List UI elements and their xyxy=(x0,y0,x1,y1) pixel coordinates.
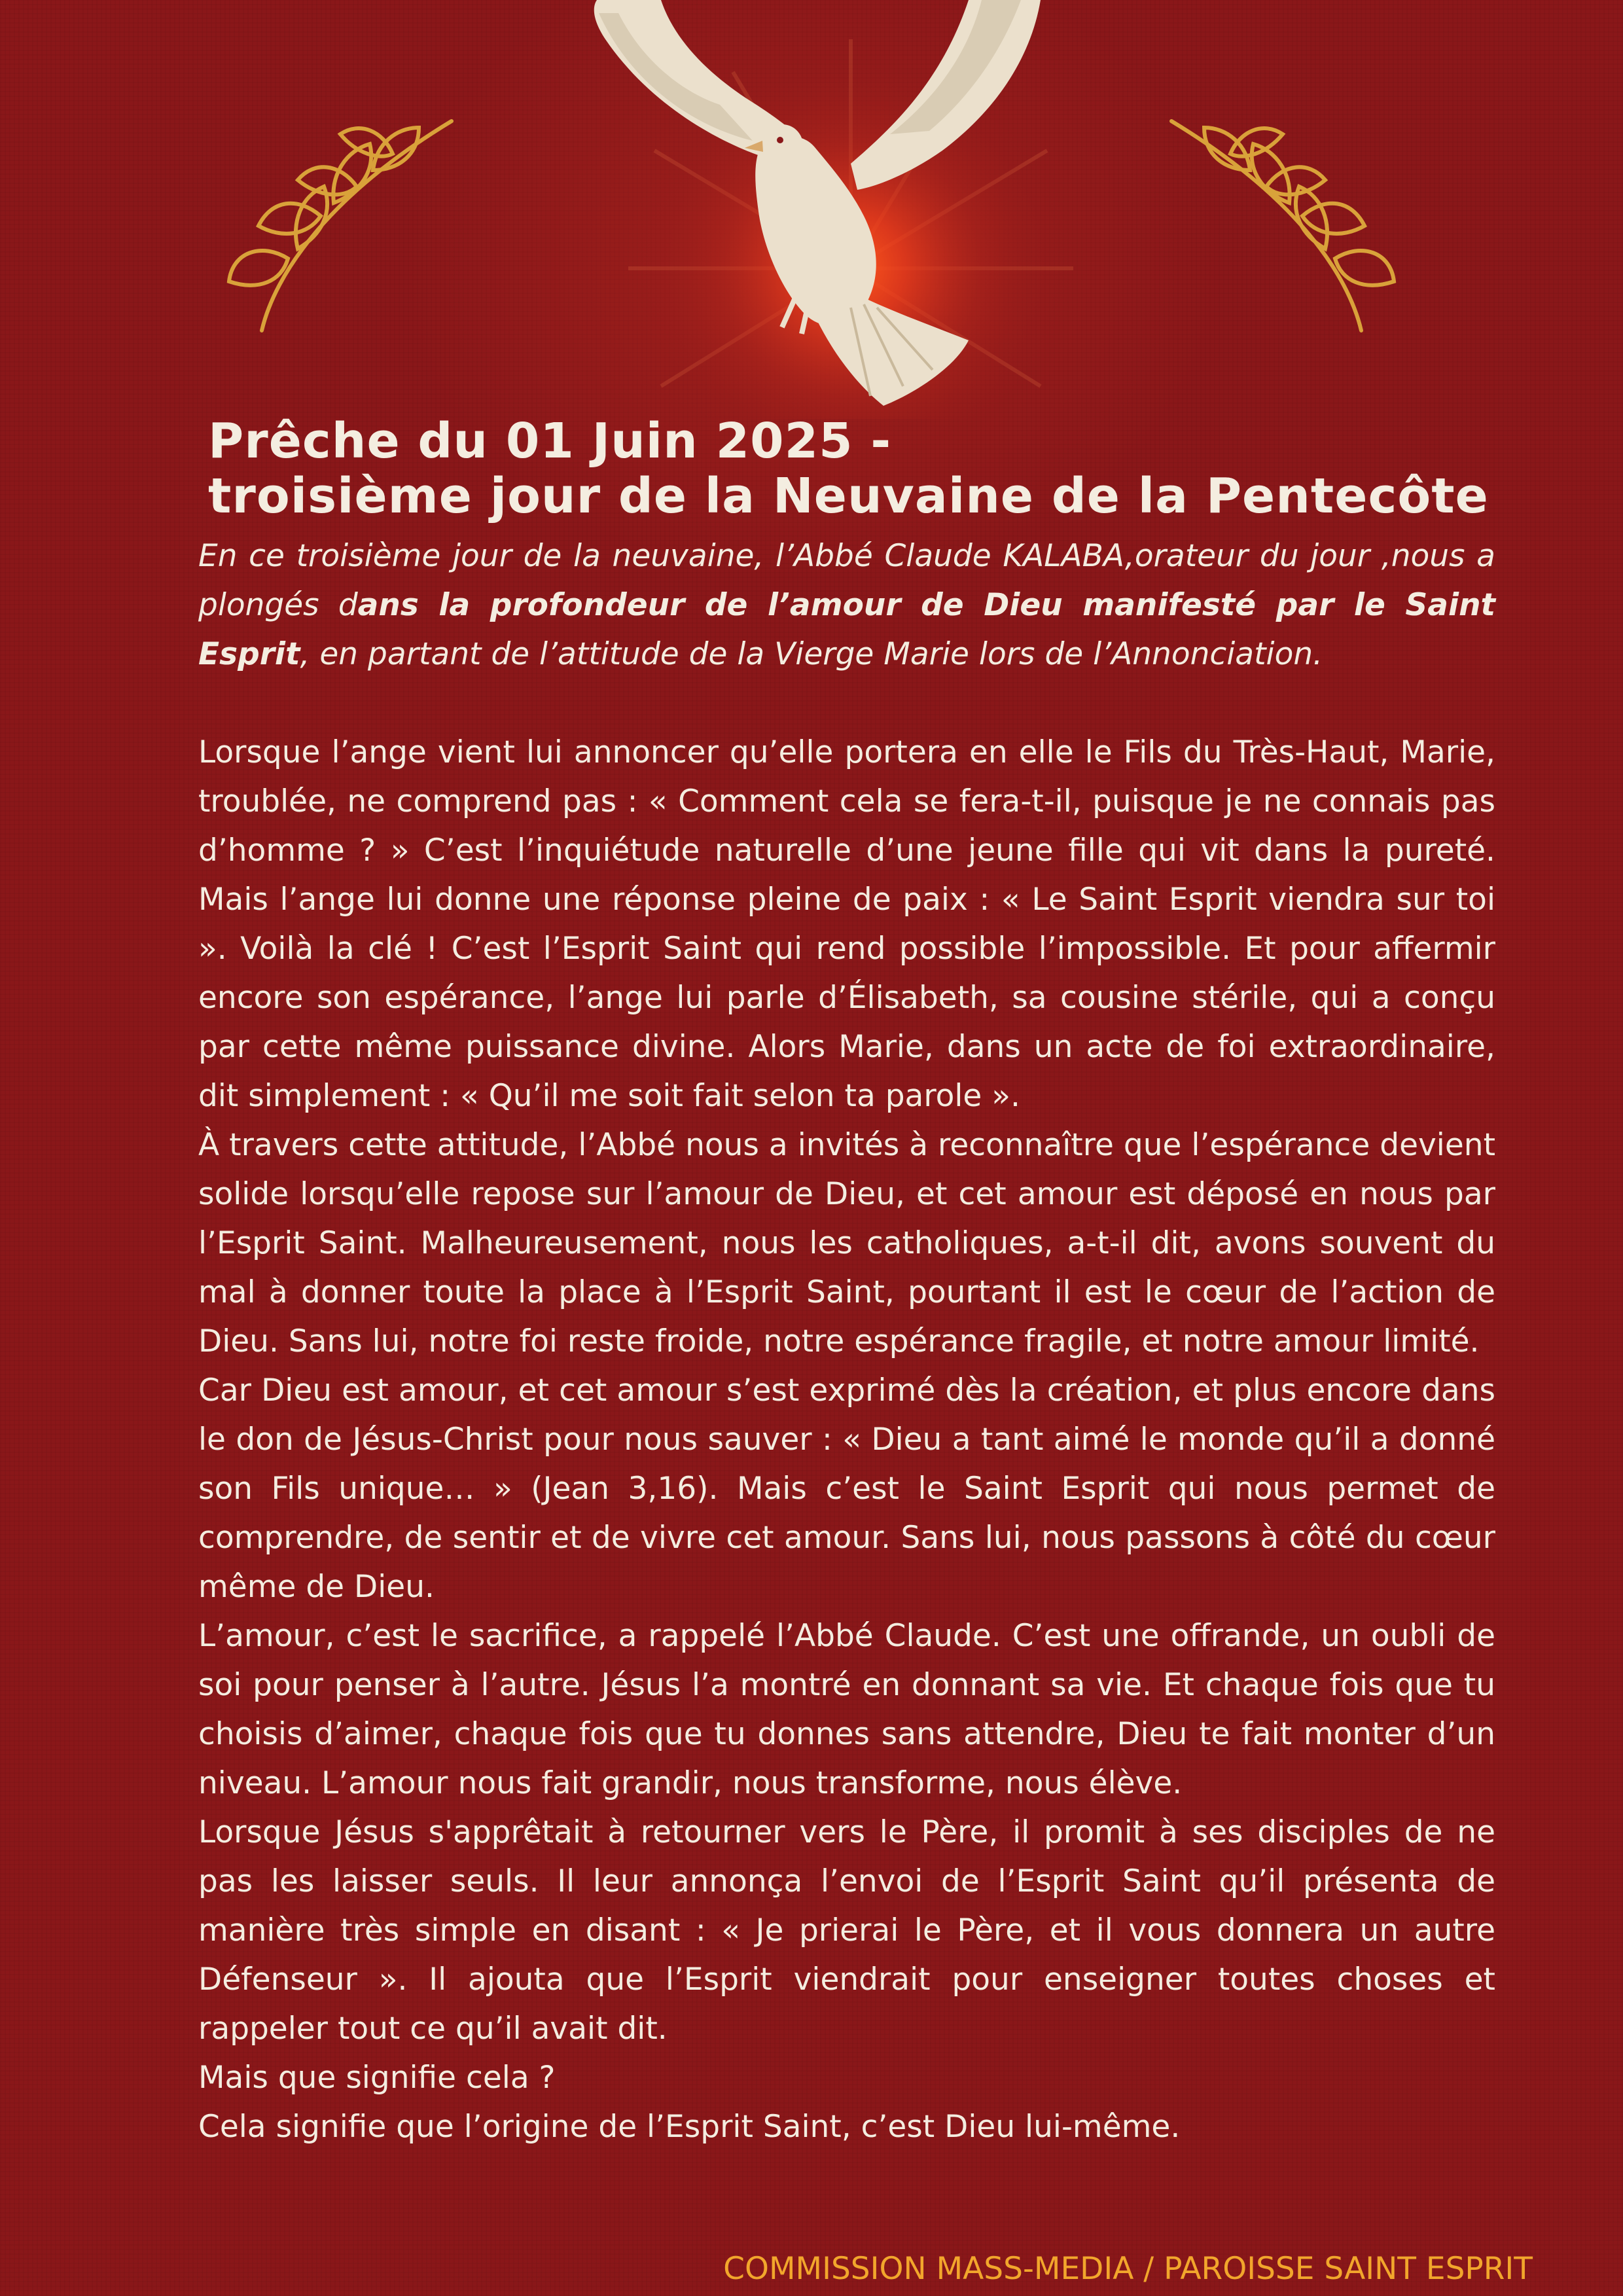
page-title xyxy=(208,414,1569,524)
laurel-branch-icon xyxy=(229,121,452,331)
footer-credit: COMMISSION MASS-MEDIA / PAROISSE SAINT ESPRIT xyxy=(723,2251,1533,2287)
body-paragraph: À travers cette attitude, l’Abbé nous a invités à reconnaître que l’espérance devient solide lorsqu’elle repose sur l’amour de Dieu, et cet amour est déposé en nous par l’Esprit Saint. Malheureusement, nous les catholiques, a-t-il dit, avons souvent du mal à donner toute la place à l’Esprit Saint, pourtant il est le cœur de l’action de Dieu. Sans lui, notre foi reste froide, notre espérance fragile, et notre amour limité. xyxy=(198,1127,1495,1359)
intro-part-2: , en partant de l’attitude de la Vierge Marie lors de l’Annonciation. xyxy=(300,636,1323,672)
title-line-1: Prêche du 01 Juin 2025 - xyxy=(208,413,892,469)
header-artwork xyxy=(0,0,1623,419)
body-paragraph: Mais que signifie cela ? xyxy=(198,2060,556,2096)
sermon-text xyxy=(198,531,1495,2151)
intro-part-1: En ce troisième jour de la neuvaine, l’Abbé Claude KALABA,orateur du jour ,nous a plongés d xyxy=(198,538,1495,623)
intro-paragraph xyxy=(198,531,1495,679)
body-paragraph: Cela signifie que l’origine de l’Esprit Saint, c’est Dieu lui-même. xyxy=(198,2109,1181,2145)
body-paragraph: Lorsque l’ange vient lui annoncer qu’elle portera en elle le Fils du Très-Haut, Marie, troublée, ne comprend pas : « Comment cela se fera-t-il, puisque je ne connais pas d’homme ? » C’est l’inquiétude naturelle d’une jeune fille qui vit dans la pureté. Mais l’ange lui donne une réponse pleine de paix : « Le Saint Esprit viendra sur toi ». Voilà la clé ! C’est l’Esprit Saint qui rend possible l’impossible. Et pour affermir encore son espérance, l’ange lui parle d’Élisabeth, sa cousine stérile, qui a conçu par cette même puissance divine. Alors Marie, dans un acte de foi extraordinaire, dit simplement : « Qu’il me soit fait selon ta parole ». xyxy=(198,734,1495,1114)
body-paragraph: L’amour, c’est le sacrifice, a rappelé l’Abbé Claude. C’est une offrande, un oubli de soi pour penser à l’autre. Jésus l’a montré en donnant sa vie. Et chaque fois que tu choisis d’aimer, chaque fois que tu donnes sans attendre, Dieu te fait monter d’un niveau. L’amour nous fait grandir, nous transforme, nous élève. xyxy=(198,1618,1495,1801)
laurel-branch-icon xyxy=(1171,121,1394,331)
body-paragraph: Lorsque Jésus s'apprêtait à retourner vers le Père, il promit à ses disciples de ne pas les laisser seuls. Il leur annonça l’envoi de l’Esprit Saint qu’il présenta de manière très simple en disant : « Je prierai le Père, et il vous donnera un autre Défenseur ». Il ajouta que l’Esprit viendrait pour enseigner toutes choses et rappeler tout ce qu’il avait dit. xyxy=(198,1814,1495,2047)
body-paragraph: Car Dieu est amour, et cet amour s’est exprimé dès la création, et plus encore dans le don de Jésus-Christ pour nous sauver : « Dieu a tant aimé le monde qu’il a donné son Fils unique… » (Jean 3,16). Mais c’est le Saint Esprit qui nous permet de comprendre, de sentir et de vivre cet amour. Sans lui, nous passons à côté du cœur même de Dieu. xyxy=(198,1372,1495,1605)
intro-bold: ans la profondeur de l’amour de Dieu manifesté par le Saint Esprit xyxy=(198,587,1496,672)
title-line-2: troisième jour de la Neuvaine de la Pentecôte xyxy=(208,468,1489,524)
